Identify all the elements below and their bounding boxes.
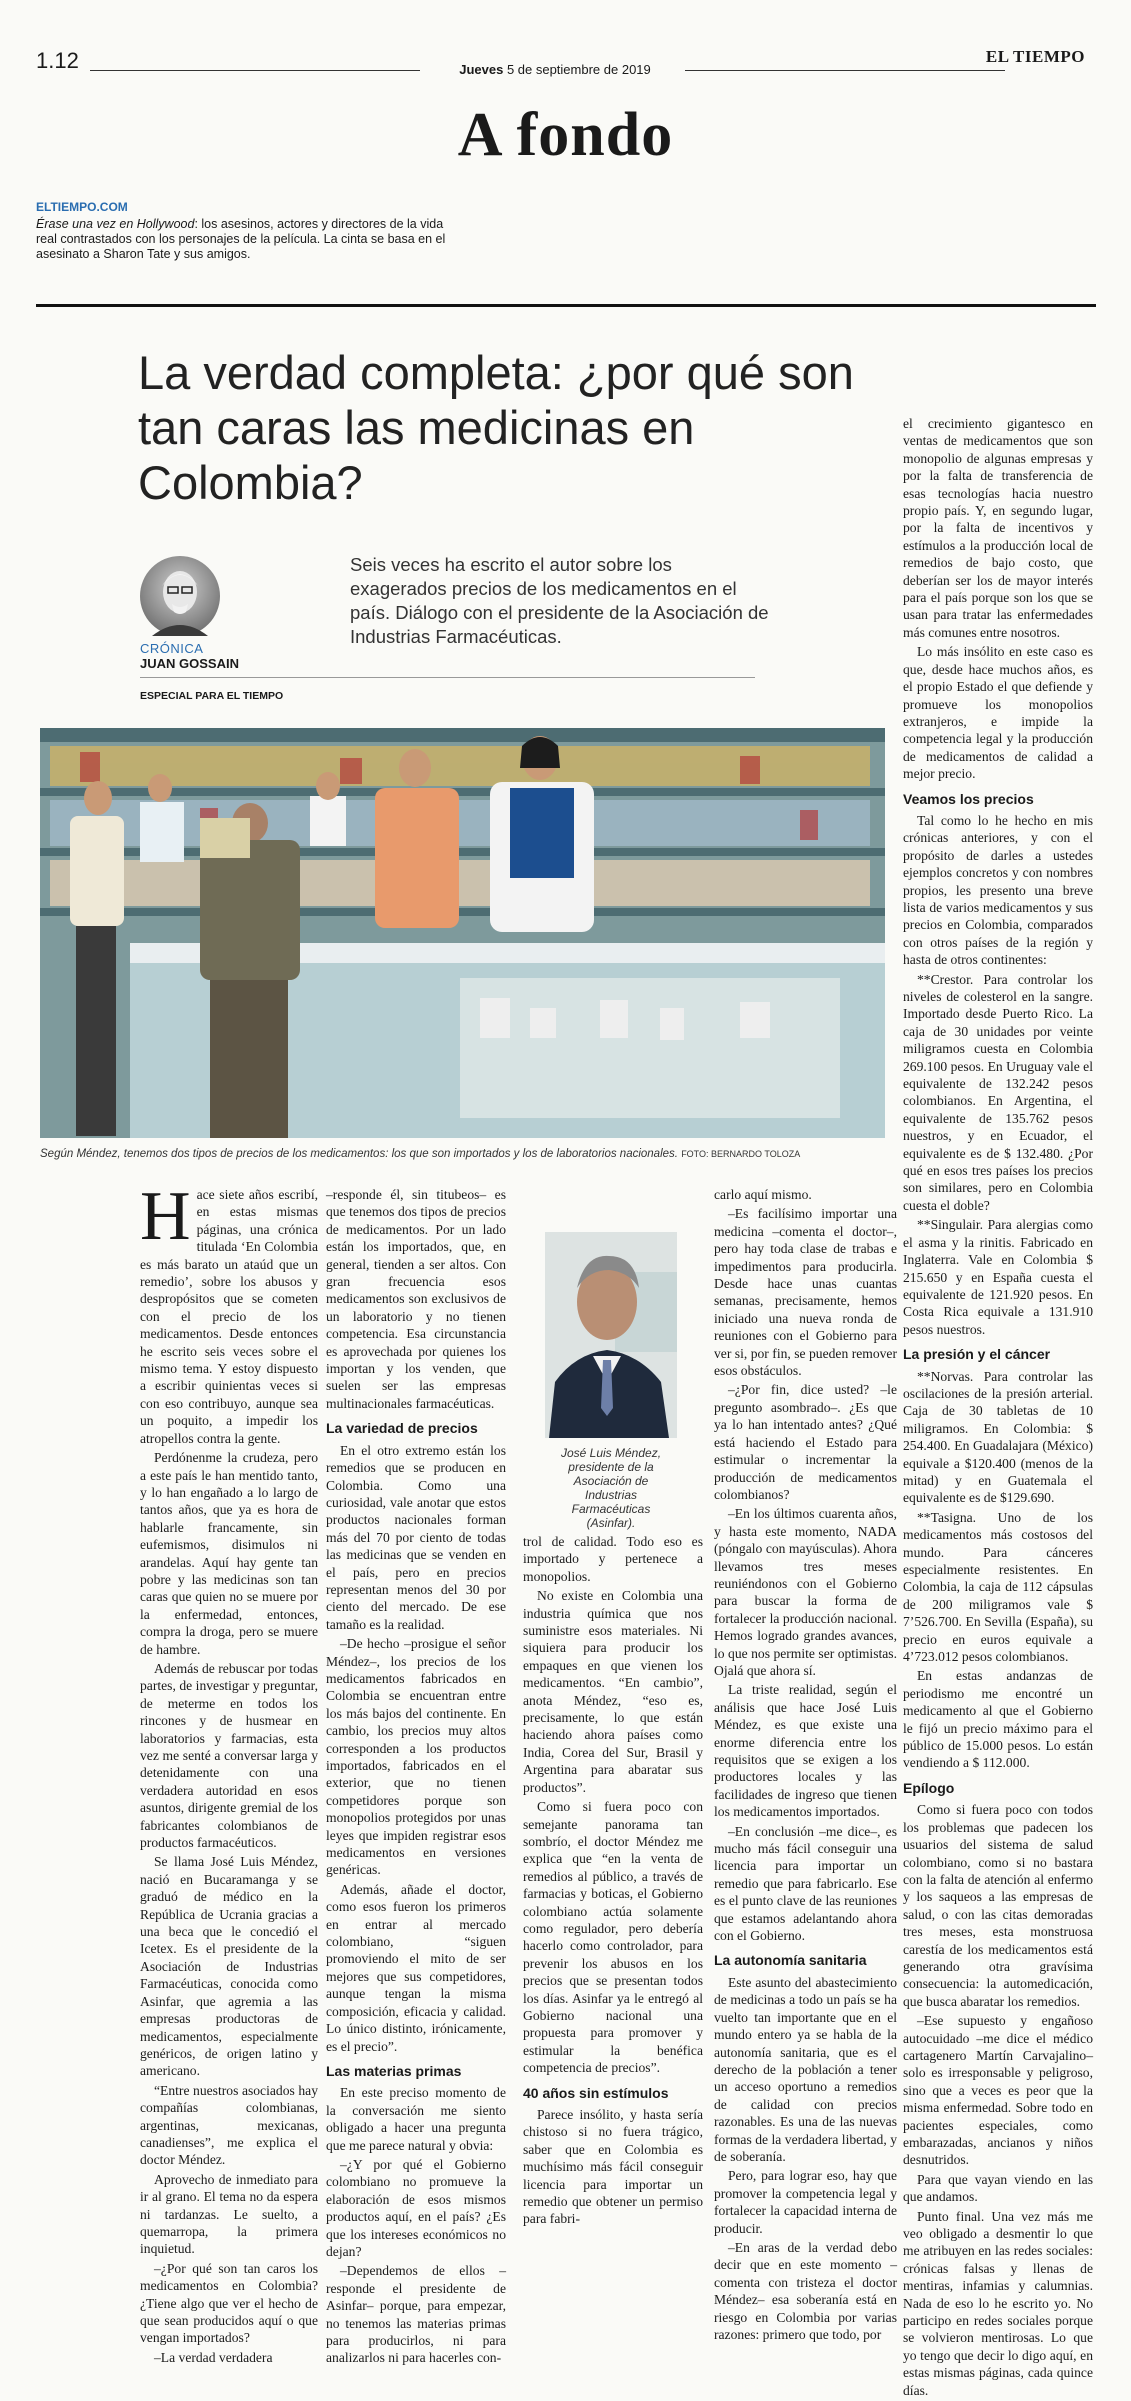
paragraph: No existe en Colombia una industria química que nos suministre esos materiales. Ni siquiera para producir los empaques en que vienen los medicamentos. “En cambio”, anota Méndez, “eso es, precisamente, lo que están haciendo ahora países como India, Corea del Sur, Brasil y Argentina para abaratar sus productos”. xyxy=(523,1588,703,1795)
portrait-caption: José Luis Méndez, presidente de la Asociación de Industrias Farmacéuticas (Asinfar). xyxy=(560,1446,662,1530)
paragraph: En este preciso momento de la conversación me siento obligado a hacer una pregunta que me parece natural y obvia: xyxy=(326,2085,506,2153)
paragraph: **Norvas. Para controlar las oscilaciones de la presión arterial. Caja de 30 tabletas de 10 miligramos. En Colombia: $ 254.400. En Guadalajara (México) equivale a $120.400 (menos de la mitad) y en Guatemala el equivalente es de $129.690. xyxy=(903,1368,1093,1506)
paragraph: Lo más insólito en este caso es que, desde hace muchos años, es el propio Estado el que defiende y promueve los monopolios extranjeros, e impide la competencia legal y la producción de medicamentos de calidad a mejor precio. xyxy=(903,644,1093,782)
paragraph: Como si fuera poco con semejante panorama tan sombrío, el doctor Méndez me explica que “en la venta de remedios al público, a través de farmacias y boticas, el Gobierno colombiano actúa solamente como regulador, pero debería hacerlo como controlador, para prevenir los abusos en los precios que se presentan todos los días. Asinfar ya le entregó al Gobierno nacional una propuesta para promover y estimular la benéfica competencia de precios”. xyxy=(523,1799,703,2076)
paragraph: “Entre nuestros asociados hay compañías colombianas, argentinas, mexicanas, canadienses”, me explica el doctor Méndez. xyxy=(140,2082,318,2168)
date-text: 5 de septiembre de 2019 xyxy=(506,62,651,77)
paragraph: La triste realidad, según el análisis que hace José Luis Méndez, es que existe una enorme diferencia entre los requisitos que se exigen a los productores locales y las facilidades de ingreso que tienen los medicamentos importados. xyxy=(714,1682,897,1820)
header-rule-right xyxy=(685,70,1005,71)
subhead-epilogo: Epílogo xyxy=(903,1779,955,1796)
paragraph: Este asunto del abastecimiento de medicinas a todo un país se ha vuelto tan importante que en el mundo entero ya se habla de la autonomía sanitaria, que es el derecho de la población a tener un acceso oportuno a remedios de calidad con precios razonables. Es una de las nuevas formas de la verdadera libertad, y de soberanía. xyxy=(714,1974,897,2164)
paragraph: Tal como lo he hecho en mis crónicas anteriores, y con el propósito de darles a ustedes ejemplos concretos y con nombres propios, les presento una breve lista de varios medicamentos y sus precios en Colombia, comparados con otros países de la región y hasta de otros continentes: xyxy=(903,812,1093,968)
promo-description: : los asesinos, actores y directores de la vida real contrastados con los personajes de la película. La cinta se basa en el asesinato a Sharon Tate y sus amigos. xyxy=(36,217,446,261)
header-rule-left xyxy=(90,70,420,71)
column-2 xyxy=(326,1186,506,2369)
subhead-presion: La presión y el cáncer xyxy=(903,1346,1051,1363)
paragraph: Se llama José Luis Méndez, nació en Bucaramanga y se graduó de médico en la República de Ucrania gracias a una beca que le concedió el Icetex. Es el presidente de la Asociación de Industrias Farmacéuticas, conocida como Asinfar, que agremia a las empresas productoras de medicamentos, especialmente genéricos, de origen latino y americano. xyxy=(140,1854,318,2079)
author-name: JUAN GOSSAIN xyxy=(140,656,239,671)
paragraph: Perdónenme la crudeza, pero a este país le han mentido tanto, y lo han engañado a lo largo de tantos años, que ya es hora de hablarle francamente, sin eufemismos, disimulos ni arandelas. Aquí hay gente tan pobre y las medicinas son tan caras que quien no se muere por la enfermedad, entonces, compra la droga, pero se muere de hambre. xyxy=(140,1450,318,1657)
paragraph: Para que vayan viendo en las que andamos. xyxy=(903,2171,1093,2205)
paragraph: Punto final. Una vez más me veo obligado a desmentir lo que me atribuyen en las redes sociales: crónicas falsas y llenas de mentiras, infamias y calumnias. Nada de eso lo he escrito yo. No participo en redes sociales porque se volvieron mentirosas. Lo que yo tengo que decir lo digo aquí, en estas mismas páginas, cada quince días. xyxy=(903,2208,1093,2398)
byline-divider xyxy=(140,677,755,678)
subhead-estimulos: 40 años sin estímulos xyxy=(523,2084,669,2101)
pharmacy-photo xyxy=(40,728,885,1138)
section-title: A fondo xyxy=(457,101,674,169)
lead-text: ace siete años escribí, en estas mismas páginas, una crónica titulada ‘En Colombia es más barato un ataúd que un remedio’, sobre los abusos y despropósitos que se cometen con el precio de los medicamentos. Desde entonces he escrito seis veces sobre el mismo tema. Y estoy dispuesto a escribir quinientas veces si con eso contribuyo, aunque sea un poquito, a impedir los atropellos contra la gente. xyxy=(140,1187,318,1446)
paragraph: Pero, para lograr eso, hay que promover la competencia legal y fortalecer la capacidad interna de producir. xyxy=(714,2168,897,2236)
paragraph: –¿Por qué son tan caros los medicamentos en Colombia? ¿Tiene algo que ver el hecho de que sean producidos aquí o que vengan importados? xyxy=(140,2260,318,2346)
subhead-variedad: La variedad de precios xyxy=(326,1420,478,1437)
paragraph: –¿Por fin, dice usted? –le pregunto asombrado–. ¿Es que ya lo han intentado antes? ¿Qué está haciendo el Estado para estimular o incrementar la producción de medicamentos colombianos? xyxy=(714,1382,897,1502)
column-3 xyxy=(523,1533,703,2230)
paragraph: –En aras de la verdad debo decir que en este momento –comenta con tristeza el doctor Méndez– esa soberanía está en riesgo en Colombia por varias razones: primero que todo, por xyxy=(714,2239,897,2342)
paragraph: trol de calidad. Todo eso es importado y pertenece a monopolios. xyxy=(523,1534,703,1584)
caption-text: Según Méndez, tenemos dos tipos de precios de los medicamentos: los que son importados y los de laboratorios nacionales. xyxy=(40,1148,678,1160)
paragraph: carlo aquí mismo. xyxy=(714,1187,812,1202)
date-weekday: Jueves xyxy=(459,62,504,77)
paragraph: Además, añade el doctor, como esos fueron los primeros en entrar al mercado colombiano, “siguen promoviendo el mito de ser mejores que sus competidores, aunque tengan la misma composición, eficacia y calidad. Lo único distinto, irónicamente, es el precio”. xyxy=(326,1881,506,2054)
mendez-portrait xyxy=(545,1232,677,1438)
paragraph: En estas andanzas de periodismo me encontré un medicamento al que el Gobierno le fijó un precio máximo para el público de 15.000 pesos. Lo están vendiendo a $ 112.000. xyxy=(903,1668,1093,1771)
masthead-logo: EL TIEMPO xyxy=(985,47,1085,66)
paragraph: –Dependemos de ellos –responde el presidente de Asinfar– porque, para empezar, no tenemos las materias primas para producirlos, ni para analizarlos ni para hacerles con- xyxy=(326,2263,506,2366)
paragraph: En el otro extremo están los remedios que se producen en Colombia. Como una curiosidad, vale anotar que estos productos nacionales forman más del 70 por ciento de todas las medicinas que se venden en el país, pero en precios representan menos del 30 por ciento del mercado. De ese tamaño es la realidad. xyxy=(326,1442,506,1632)
paragraph: el crecimiento gigantesco en ventas de medicamentos que son monopolio de algunas empresas y por la falta de transferencia de esas tecnologías hacia nuestro propio país. Y, en segundo lugar, por la falta de incentivos y estímulos a la producción local de remedios de bajo costo, que deberían ser los de mayor interés para el país porque son los que se usan para tratar las enfermedades más comunes entre nosotros. xyxy=(903,416,1093,640)
paragraph: Como si fuera poco con todos los problemas que padecen los usuarios del sistema de salud colombiano, como si no bastara con la falta de atención al enfermo y los saqueos a las empresas de salud, o con las citas demoradas tres meses, esta monstruosa carestía de los medicamentos está generando otra gravísima consecuencia: la automedicación, que busca abaratar los remedios. xyxy=(903,1802,1093,2009)
paragraph: –En los últimos cuarenta años, y hasta este momento, NADA (póngalo con mayúsculas). Ahora llevamos tres meses reuniéndonos con el Gobierno para buscar la forma de fortalecer la producción nacional. Hemos logrado grandes avances, lo que nos permite ser optimistas. Ojalá que ahora sí. xyxy=(714,1506,897,1678)
paragraph: Aprovecho de inmediato para ir al grano. El tema no da espera ni tardanzas. Le suelto, a quemarropa, la primera inquietud. xyxy=(140,2171,318,2257)
drop-cap: H xyxy=(140,1178,191,1255)
page-number: 1.12 xyxy=(36,48,79,73)
column-4 xyxy=(714,1186,897,2345)
photo-caption xyxy=(40,1148,885,1160)
paragraph: –De hecho –prosigue el señor Méndez–, los precios de los medicamentos fabricados en Colombia se encuentran entre los más bajos del continente. En cambio, los precios muy altos corresponden a los productos importados, fabricados en el exterior, que no tienen competidores porque son monopolios protegidos por unas leyes que impiden registrar esos medicamentos en versiones genéricas. xyxy=(326,1636,506,1878)
paragraph: –La verdad verdadera xyxy=(154,2349,273,2365)
header-divider xyxy=(36,304,1096,307)
photo-credit: FOTO: BERNARDO TOLOZA xyxy=(681,1149,801,1159)
paragraph: Parece insólito, y hasta sería chistoso si no fuera trágico, saber que en Colombia es muchísimo más fácil conseguir licencia para importar un remedio que obtener un permiso para fabri- xyxy=(523,2107,703,2227)
paragraph: –Es facilísimo importar una medicina –comenta el doctor–, pero hay toda clase de trabas e impedimentos para producirla. Desde hace unas cuantas semanas, precisamente, hemos iniciado una nueva ronda de reuniones con el Gobierno para ver si, por fin, se pueden remover esos obstáculos. xyxy=(714,1206,897,1379)
column-1 xyxy=(140,1178,318,2368)
paragraph: **Tasigna. Uno de los medicamentos más costosos del mundo. Para cánceres especialmente resistentes. En Colombia, la caja de 112 cápsulas de 200 miligramos vale $ 7’526.700. En Sevilla (España), su precio en euros equivale a 4’723.012 pesos colombianos. xyxy=(903,1509,1093,1665)
paragraph: –Ese supuesto y engañoso autocuidado –me dice el médico cartagenero Martín Carvajalino– solo es irresponsable y peligroso, sino que a veces es peor que la misma enfermedad. Sobre todo en pacientes especiales, como embarazadas, ancianos y niños desnutridos. xyxy=(903,2013,1093,2168)
promo-film-title: Érase una vez en Hollywood xyxy=(36,217,195,231)
article-headline: La verdad completa: ¿por qué son tan caras las medicinas en Colombia? xyxy=(138,346,854,509)
subhead-autonomia: La autonomía sanitaria xyxy=(714,1952,867,1969)
section-label: CRÓNICA xyxy=(140,641,204,656)
paragraph xyxy=(140,1178,318,1447)
subhead-materias: Las materias primas xyxy=(326,2062,462,2079)
column-5-top xyxy=(903,415,1093,2401)
special-credit: ESPECIAL PARA EL TIEMPO xyxy=(140,690,284,702)
subhead-precios: Veamos los precios xyxy=(903,790,1034,807)
paragraph: **Singulair. Para alergias como el asma y la rinitis. Fabricado en Inglaterra. Vale en Colombia $ 215.650 y en España cuesta el equivalente de 121.920 pesos. En Costa Rica equivale a 131.910 pesos nuestros. xyxy=(903,1217,1093,1337)
paragraph: –En conclusión –me dice–, es mucho más fácil conseguir una licencia para importar un remedio que para fabricarlo. Ese es el punto clave de las reuniones que estamos adelantando ahora con el Gobierno. xyxy=(714,1823,897,1944)
dateline xyxy=(425,62,685,77)
author-avatar xyxy=(140,556,220,636)
paragraph: –responde él, sin titubeos– es que tenemos dos tipos de precios de medicamentos. Por un lado están los importados, que, en general, tienden a ser altos. Con gran frecuencia esos medicamentos son exclusivos de un laboratorio y no tienen competencia. Esa circunstancia es aprovechada por quienes los importan y los venden, que suelen ser las empresas multinacionales farmacéuticas. xyxy=(326,1187,506,1411)
paragraph: **Crestor. Para controlar los niveles de colesterol en la sangre. Importado desde Puerto Rico. La caja de 30 unidades por veinte miligramos cuesta en Colombia 269.100 pesos. En Uruguay vale el equivalente de 132.242 pesos colombianos. En Argentina, el equivalente de 135.762 pesos nuestros, y en Ecuador, el equivalente es de $ 132.480. ¿Por qué en esos tres países los precios son similares, pero en Colombia cuesta el doble? xyxy=(903,971,1093,1213)
paragraph: –¿Y por qué el Gobierno colombiano no promueve la elaboración de esos mismos productos aquí, en el país? ¿Es que los intereses económicos no dejan? xyxy=(326,2156,506,2259)
paragraph: Además de rebuscar por todas partes, de investigar y preguntar, de meterme en todos los rincones y de husmear en laboratorios y farmacias, esta vez me senté a conversar larga y detenidamente con una verdadera autoridad en esos asuntos, dirigente gremial de los fabricantes colombianos de productos farmacéuticos. xyxy=(140,1660,318,1851)
article-deck: Seis veces ha escrito el autor sobre los exagerados precios de los medicamentos en el país. Diálogo con el presidente de la Asociación de Industrias Farmacéuticas. xyxy=(350,554,769,647)
promo-text xyxy=(36,217,466,262)
site-link[interactable]: ELTIEMPO.COM xyxy=(36,200,128,214)
